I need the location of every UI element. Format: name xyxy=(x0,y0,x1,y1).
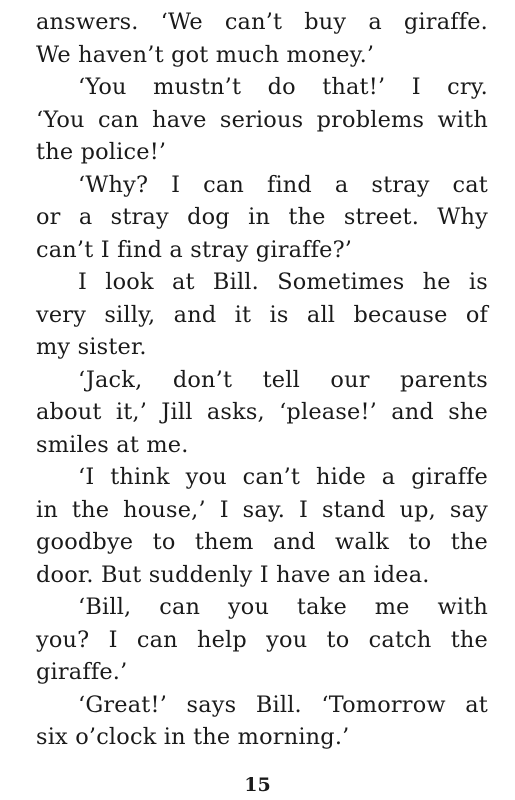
text-line: my sister. xyxy=(36,334,147,360)
page-number: 15 xyxy=(244,774,271,796)
text-line: ‘Bill, can you take me with xyxy=(78,594,488,620)
text-line: ‘You can have serious problems with xyxy=(36,106,488,133)
text-line: I look at Bill. Sometimes he is xyxy=(78,269,488,295)
text-line: We haven’t got much money.’ xyxy=(36,41,375,68)
body-text xyxy=(36,6,488,754)
text-line: ‘Jack, don’t tell our parents xyxy=(78,366,488,393)
text-line: in the house,’ I say. I stand up, say xyxy=(36,496,488,523)
text-line: or a stray dog in the street. Why xyxy=(36,204,488,230)
text-line: ‘You mustn’t do that!’ I cry. xyxy=(78,74,488,100)
text-line: smiles at me. xyxy=(36,431,189,458)
text-line: you? I can help you to catch the xyxy=(36,626,488,653)
text-line: door. But suddenly I have an idea. xyxy=(36,561,430,588)
text-line: the police!’ xyxy=(36,139,167,165)
text-line: goodbye to them and walk to the xyxy=(36,529,488,555)
text-line: giraffe.’ xyxy=(36,659,128,685)
text-line: about it,’ Jill asks, ‘please!’ and she xyxy=(36,399,488,425)
text-line: can’t I find a stray giraffe?’ xyxy=(36,236,353,263)
text-line: six o’clock in the morning.’ xyxy=(36,724,350,750)
text-line: ‘I think you can’t hide a giraffe xyxy=(78,464,488,490)
text-line: ‘Great!’ says Bill. ‘Tomorrow at xyxy=(78,691,488,718)
text-line: answers. ‘We can’t buy a giraffe. xyxy=(36,9,488,35)
text-line: ‘Why? I can find a stray cat xyxy=(78,171,488,198)
text-line: very silly, and it is all because of xyxy=(36,301,488,328)
